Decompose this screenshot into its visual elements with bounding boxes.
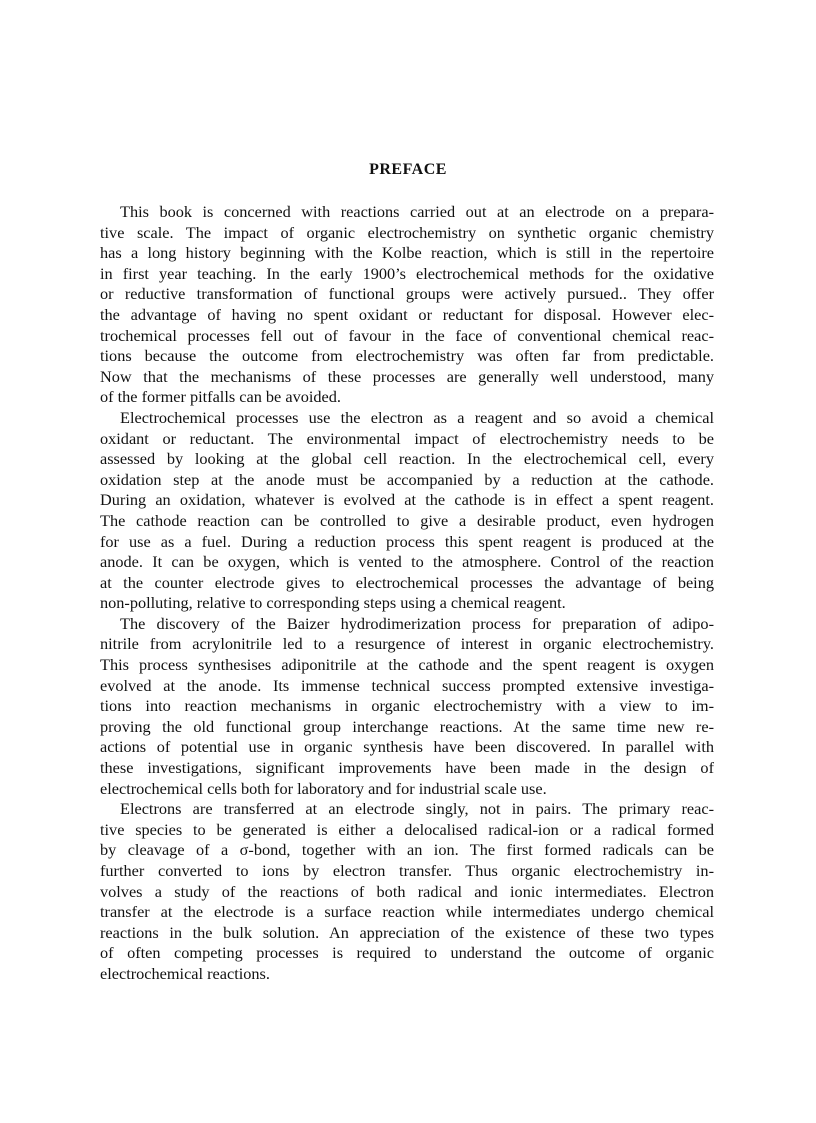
text-line: by cleavage of a σ-bond, together with an ion. The first formed radicals can be bbox=[100, 840, 714, 860]
text-line: During an oxidation, whatever is evolved at the cathode is in effect a spent reagent. bbox=[100, 490, 714, 510]
text-line: Now that the mechanisms of these processes are generally well understood, many bbox=[100, 366, 714, 386]
text-line: tions because the outcome from electrochemistry was often far from predictable. bbox=[100, 346, 714, 366]
text-line: electrochemical reactions. bbox=[100, 963, 270, 983]
text-line: at the counter electrode gives to electrochemical processes the advantage of being bbox=[100, 572, 714, 592]
text-line: actions of potential use in organic synthesis have been discovered. In parallel with bbox=[100, 737, 714, 757]
text-line: of often competing processes is required to understand the outcome of organic bbox=[100, 943, 714, 963]
text-line: in first year teaching. In the early 1900’s electrochemical methods for the oxidative bbox=[100, 263, 714, 283]
text-line: This book is concerned with reactions carried out at an electrode on a prepara- bbox=[120, 202, 714, 221]
text-line: tions into reaction mechanisms in organic electrochemistry with a view to im- bbox=[100, 696, 714, 716]
text-line: oxidant or reductant. The environmental impact of electrochemistry needs to be bbox=[100, 428, 714, 448]
text-line: assessed by looking at the global cell reaction. In the electrochemical cell, every bbox=[100, 449, 714, 469]
text-line: volves a study of the reactions of both radical and ionic intermediates. Electron bbox=[100, 881, 714, 901]
text-line: The cathode reaction can be controlled to give a desirable product, even hydrogen bbox=[100, 510, 714, 530]
text-line: trochemical processes fell out of favour in the face of conventional chemical reac- bbox=[100, 325, 714, 345]
text-line: The discovery of the Baizer hydrodimerization process for preparation of adipo- bbox=[120, 613, 714, 633]
text-line: the advantage of having no spent oxidant or reductant for disposal. However elec- bbox=[100, 304, 714, 324]
text-line: further converted to ions by electron transfer. Thus organic electrochemistry in- bbox=[100, 861, 714, 880]
page-title: PREFACE bbox=[369, 161, 447, 178]
text-line: tive species to be generated is either a delocalised radical-ion or a radical formed bbox=[100, 819, 714, 839]
text-line: or reductive transformation of functional groups were actively pursued.. They offer bbox=[100, 284, 714, 304]
text-line: has a long history beginning with the Kolbe reaction, which is still in the repertoire bbox=[100, 243, 714, 263]
preface-body bbox=[100, 202, 714, 985]
text-line: electrochemical cells both for laboratory and for industrial scale use. bbox=[100, 778, 547, 798]
text-line: anode. It can be oxygen, which is vented to the atmosphere. Control of the reaction bbox=[100, 552, 714, 572]
text-line: proving the old functional group interchange reactions. At the same time new re- bbox=[100, 716, 714, 736]
text-line: transfer at the electrode is a surface reaction while intermediates undergo chemical bbox=[100, 902, 714, 922]
text-line: these investigations, significant improvements have been made in the design of bbox=[100, 758, 714, 778]
text-line: nitrile from acrylonitrile led to a resurgence of interest in organic electrochemistry. bbox=[100, 634, 714, 654]
text-line: of the former pitfalls can be avoided. bbox=[100, 387, 341, 407]
text-line: Electrons are transferred at an electrode singly, not in pairs. The primary reac- bbox=[120, 799, 714, 819]
text-line: reactions in the bulk solution. An appreciation of the existence of these two types bbox=[100, 922, 714, 942]
text-line: This process synthesises adiponitrile at the cathode and the spent reagent is oxygen bbox=[100, 655, 714, 675]
text-line: Electrochemical processes use the electron as a reagent and so avoid a chemical bbox=[120, 407, 714, 427]
text-line: for use as a fuel. During a reduction process this spent reagent is produced at the bbox=[100, 531, 714, 551]
text-line: tive scale. The impact of organic electrochemistry on synthetic organic chemistry bbox=[100, 222, 714, 242]
text-line: oxidation step at the anode must be accompanied by a reduction at the cathode. bbox=[100, 469, 714, 489]
text-line: non-polluting, relative to corresponding steps using a chemical reagent. bbox=[100, 593, 566, 613]
text-line: evolved at the anode. Its immense technical success prompted extensive investiga- bbox=[100, 675, 714, 695]
